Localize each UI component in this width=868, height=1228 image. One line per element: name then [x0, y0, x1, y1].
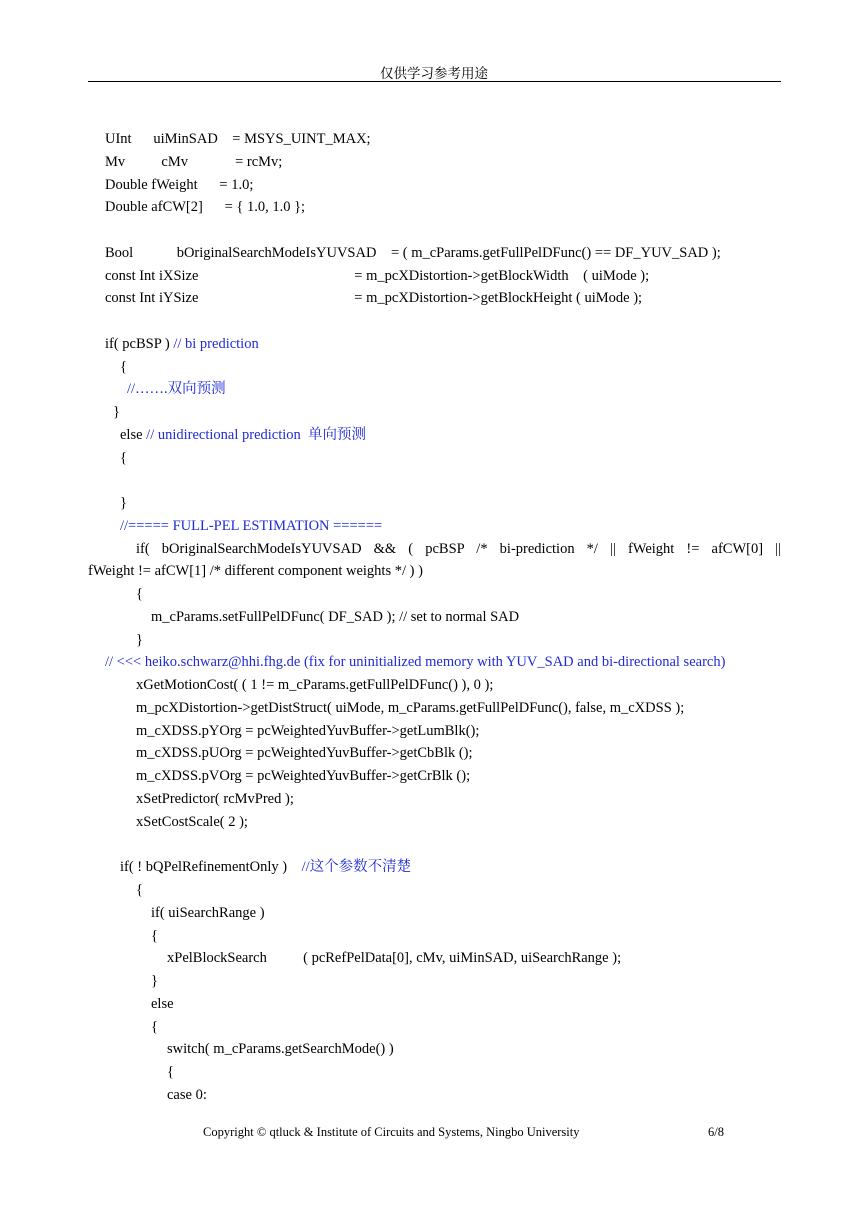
code-comment: // bi prediction [173, 336, 259, 352]
code-line: } [136, 632, 143, 648]
code-line [120, 858, 411, 876]
code-line: { [120, 359, 127, 375]
code-line: UInt uiMinSAD = MSYS_UINT_MAX; [105, 131, 371, 147]
code-line: const Int iXSize = m_pcXDistortion->getBlockWidth ( uiMode ); [105, 268, 650, 284]
code-line: Bool bOriginalSearchModeIsYUVSAD = ( m_cParams.getFullPelDFunc() == DF_YUV_SAD ); [105, 245, 721, 261]
code-line: Mv cMv = rcMv; [105, 154, 283, 170]
code-line: { [136, 882, 143, 898]
code-line: xSetPredictor( rcMvPred ); [136, 791, 294, 807]
code-line: m_cXDSS.pVOrg = pcWeightedYuvBuffer->getCrBlk (); [136, 768, 471, 784]
header-divider [88, 81, 781, 82]
code-line: { [120, 450, 127, 466]
code-text: else [120, 427, 147, 443]
code-line: m_cParams.setFullPelDFunc( DF_SAD ); // set to normal SAD [151, 609, 520, 625]
code-line [120, 426, 366, 444]
code-line: m_cXDSS.pYOrg = pcWeightedYuvBuffer->getLumBlk(); [136, 723, 480, 739]
code-line: } [120, 495, 127, 511]
code-line: { [167, 1064, 174, 1080]
code-comment: // <<< heiko.schwarz@hhi.fhg.de (fix for uninitialized memory with YUV_SAD and bi-directional search) [105, 654, 726, 670]
code-line: m_pcXDistortion->getDistStruct( uiMode, m_cParams.getFullPelDFunc(), false, m_cXDSS ); [136, 700, 685, 716]
code-comment: // unidirectional prediction 单向预测 [146, 427, 367, 443]
code-line: m_cXDSS.pUOrg = pcWeightedYuvBuffer->getCbBlk (); [136, 745, 473, 761]
code-line: case 0: [167, 1087, 207, 1103]
code-line: Double afCW[2] = { 1.0, 1.0 }; [105, 199, 306, 215]
code-line: if( uiSearchRange ) [151, 905, 265, 921]
code-line [105, 335, 259, 353]
header-title: 仅供学习参考用途 [380, 66, 488, 81]
code-text: if( pcBSP ) [105, 336, 174, 352]
code-comment: //这个参数不清楚 [301, 859, 412, 875]
footer-copyright: Copyright © qtluck & Institute of Circuits and Systems, Ningbo University [203, 1125, 580, 1139]
page-number: 6/8 [708, 1125, 724, 1139]
code-line: { [151, 1019, 158, 1035]
code-line: { [136, 586, 143, 602]
code-line: xPelBlockSearch ( pcRefPelData[0], cMv, uiMinSAD, uiSearchRange ); [167, 950, 622, 966]
code-line: const Int iYSize = m_pcXDistortion->getBlockHeight ( uiMode ); [105, 290, 643, 306]
code-line: fWeight != afCW[1] /* different component weights */ ) ) [88, 563, 423, 579]
code-text: if( ! bQPelRefinementOnly ) [120, 859, 302, 875]
code-line: Double fWeight = 1.0; [105, 177, 254, 193]
code-line: else [151, 996, 174, 1012]
code-comment: //===== FULL-PEL ESTIMATION ====== [120, 518, 383, 534]
code-line: } [113, 404, 120, 420]
code-line: xGetMotionCost( ( 1 != m_cParams.getFullPelDFunc() ), 0 ); [136, 677, 494, 693]
code-line: { [151, 928, 158, 944]
code-line-justified: if( bOriginalSearchModeIsYUVSAD && ( pcBSP /* bi-prediction */ || fWeight != afCW[0] || [136, 541, 781, 557]
code-line: xSetCostScale( 2 ); [136, 814, 248, 830]
code-line: switch( m_cParams.getSearchMode() ) [167, 1041, 394, 1057]
code-comment: //…….双向预测 [127, 381, 226, 397]
code-line: } [151, 973, 158, 989]
